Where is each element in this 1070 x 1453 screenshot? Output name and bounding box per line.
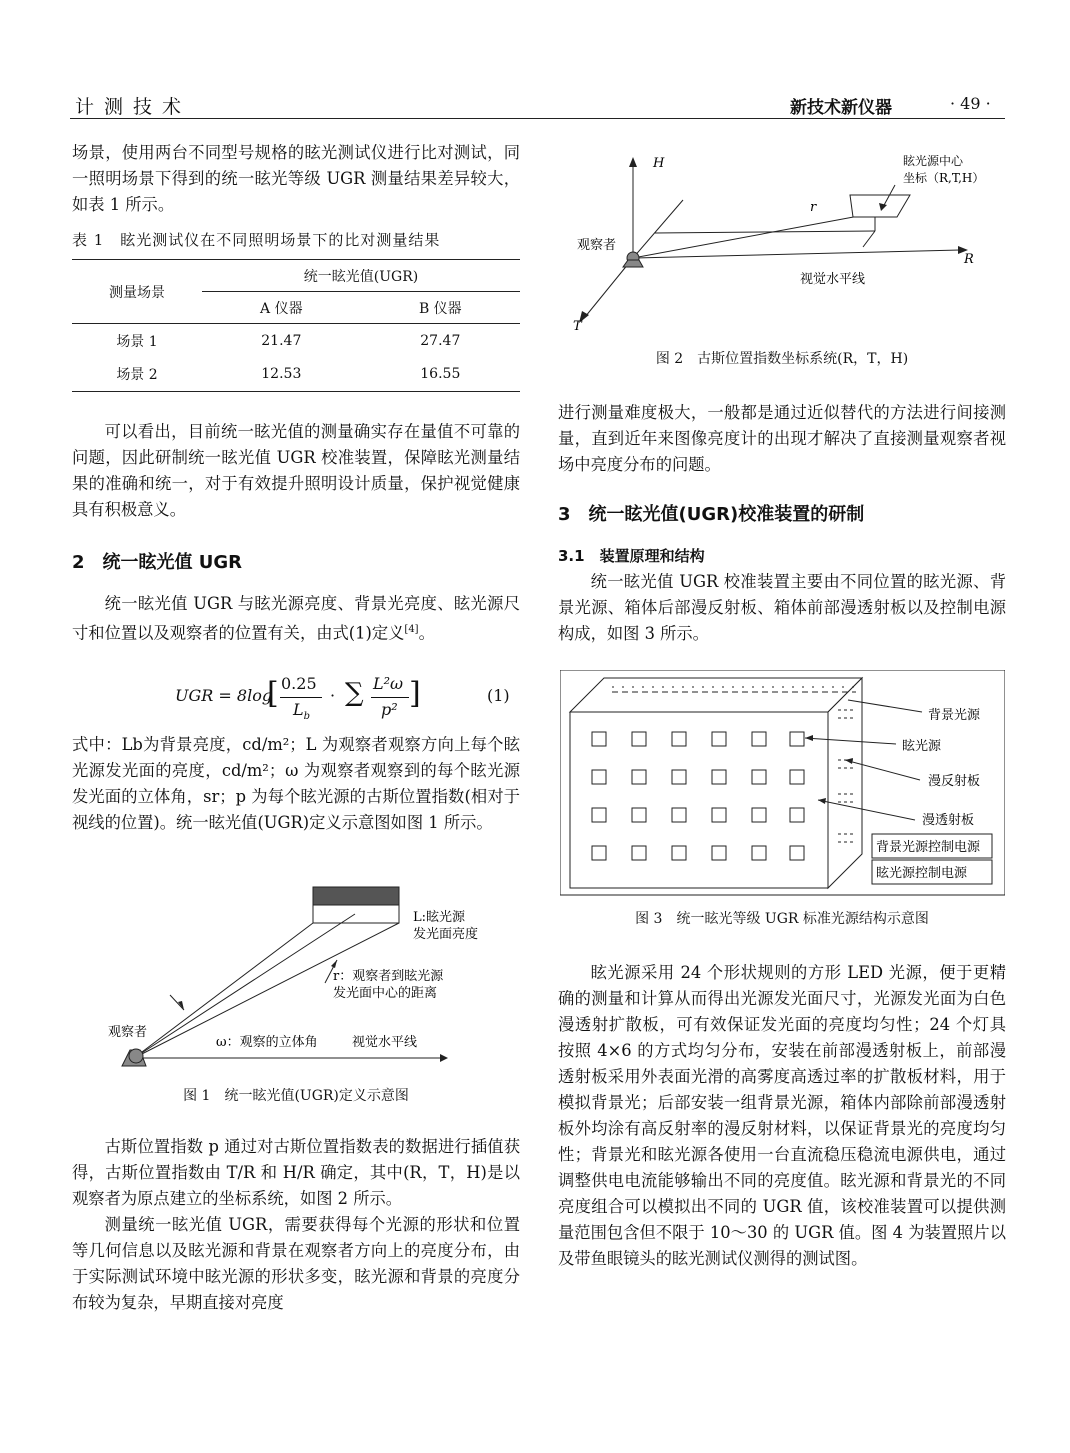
svg-text:漫反射板: 漫反射板: [928, 774, 981, 789]
left-para4: 古斯位置指数 p 通过对古斯位置指数表的数据进行插值获得，古斯位置指数由 T/R 和 H/R 确定，其中(R，T，H)是以观察者为原点建立的坐标系统，如图 2 所示。 测量统一眩光值 UGR，需要获得每个光源的形状和位置等几何信息以及眩光源和背景在观察者方向上的亮度分布，由于实际测试环境中眩光源的形状多变，眩光源和背景的亮度分布较为复杂，早期直接对亮度: [72, 1137, 520, 1312]
svg-text:眩光源中心: 眩光源中心: [903, 154, 964, 168]
equation-number: (1): [487, 686, 510, 705]
svg-text:发光面亮度: 发光面亮度: [413, 927, 479, 942]
figure-1-caption: 图 1 统一眩光值(UGR)定义示意图: [183, 1088, 409, 1104]
header-rule: [70, 118, 1005, 119]
table-caption: 表 1 眩光测试仪在不同照明场景下的比对测量结果: [72, 231, 441, 249]
right-para1: 进行测量难度极大，一般都是通过近似替代的方法进行间接测量，直到近年来图像亮度计的出现才解决了直接测量观察者视场中亮度分布的问题。: [558, 403, 1006, 474]
glare-source-face: [313, 905, 399, 923]
citation: [4]: [404, 624, 419, 635]
svg-text:H: H: [653, 156, 665, 171]
right-para3: 眩光源采用 24 个形状规则的方形 LED 光源，便于更精确的测量和计算从而得出光源发光面尺寸，光源发光面为白色漫透射扩散板，可有效保证发光面的亮度均匀性；24 个灯具按照 4×6 的方式均匀分布，安装在前部漫透射板上，前部漫透射板采用外表面光滑的高雾度高透过率的扩散板材料，用于模拟背景光；后部安装一组背景光源，箱体内部除前部漫透射板外均涂有高反射率的漫反射材料，以保证背景光的亮度均匀性；背景光和眩光源各使用一台直流稳压稳流电源供电，通过调整供电电流能够输出不同的亮度值。眩光源和背景光的不同亮度组合可以模拟出不同的 UGR 值，该校准装置可以提供测量范围包含但不限于 10～30 的 UGR 值。图 4 为装置照片以及带鱼眼镜头的眩光测试仪测得的测试图。: [558, 963, 1006, 1268]
left-para2: 统一眩光值 UGR 与眩光源亮度、背景光亮度、眩光源尺寸和位置以及观察者的位置有关，由式(1)定义[4]。: [72, 594, 520, 643]
table-row: 场景 1 21.47 27.47: [116, 332, 461, 350]
section-2-title: 2 统一眩光值 UGR: [72, 552, 243, 573]
right-para2: 统一眩光值 UGR 校准装置主要由不同位置的眩光源、背景光源、箱体后部漫反射板、箱体前部漫透射板以及控制电源构成，如图 3 所示。: [558, 572, 1006, 643]
left-para3: 式中：Lb为背景亮度，cd/m²；L 为观察者观察方向上每个眩光源发光面的亮度，cd/m²；ω 为观察者观察到的每个眩光源发光面的立体角，sr；p 为每个眩光源的古斯位置指数(相对于视线的位置)。统一眩光值(UGR)定义示意图如图 1 所示。: [72, 735, 520, 832]
figure-1: [100, 880, 500, 1070]
page-number: · 49 ·: [950, 94, 991, 113]
figure-3: [560, 670, 1005, 900]
journal-name: 计测技术: [75, 96, 192, 118]
table-row: 场景 2 12.53 16.55: [72, 358, 520, 392]
svg-text:L:眩光源: L:眩光源: [413, 910, 466, 925]
svg-text:r: r: [810, 200, 817, 215]
svg-text:r：观察者到眩光源: r：观察者到眩光源: [333, 969, 444, 984]
svg-text:观察者: 观察者: [577, 238, 617, 253]
table-header-scene: 测量场景: [109, 284, 165, 301]
svg-text:背景光源: 背景光源: [928, 708, 981, 723]
svg-text:ω：观察的立体角: ω：观察的立体角: [216, 1035, 318, 1050]
intro-paragraph: 场景，使用两台不同型号规格的眩光测试仪进行比对测试，同一照明场景下得到的统一眩光等级 UGR 测量结果差异较大，如表 1 所示。: [72, 143, 520, 214]
figure-2-caption: 图 2 古斯位置指数坐标系统(R，T，H): [655, 351, 909, 367]
section-3-1-title: 3.1 装置原理和结构: [558, 547, 705, 565]
formula-1: UGR = 8log [ 0.25 $L_b$ · ∑ L²ω p² ] (1): [175, 674, 510, 723]
svg-text:发光面中心的距离: 发光面中心的距离: [333, 986, 438, 1001]
section-name: 新技术新仪器: [790, 98, 892, 118]
table-header-group: 统一眩光值(UGR): [202, 260, 520, 292]
svg-text:T: T: [573, 319, 582, 334]
table-1: [72, 259, 520, 392]
svg-text:坐标（R,T,H）: 坐标（R,T,H）: [903, 171, 985, 185]
figure-2: [565, 145, 1005, 345]
svg-text:视觉水平线: 视觉水平线: [800, 272, 866, 287]
svg-text:视觉水平线: 视觉水平线: [352, 1035, 418, 1050]
table-header-b: B 仪器: [418, 300, 462, 317]
svg-text:漫透射板: 漫透射板: [922, 813, 975, 828]
svg-text:观察者: 观察者: [108, 1025, 148, 1040]
section-3-title: 3 统一眩光值(UGR)校准装置的研制: [558, 504, 865, 525]
glare-source-block: [313, 887, 399, 905]
svg-text:眩光源控制电源: 眩光源控制电源: [876, 866, 968, 881]
svg-text:R: R: [964, 252, 974, 267]
svg-text:眩光源: 眩光源: [902, 739, 942, 754]
table-header-a: A 仪器: [260, 300, 303, 317]
left-intro: [72, 140, 520, 218]
figure-3-caption: 图 3 统一眩光等级 UGR 标准光源结构示意图: [635, 911, 929, 927]
svg-text:背景光源控制电源: 背景光源控制电源: [876, 840, 981, 855]
left-para1: 可以看出，目前统一眩光值的测量确实存在量值不可靠的问题，因此研制统一眩光值 UGR 校准装置，保障眩光测量结果的准确和统一，对于有效提升照明设计质量，保护视觉健康具有积极意义。: [72, 422, 520, 519]
